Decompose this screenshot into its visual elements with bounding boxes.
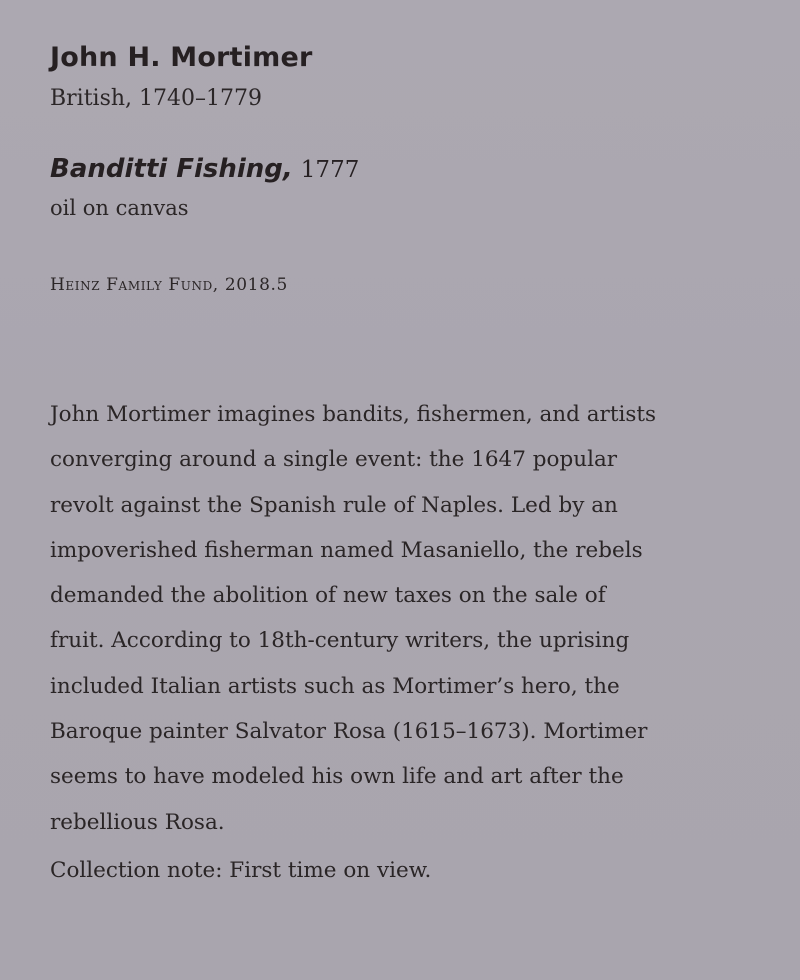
description-line: seems to have modeled his own life and art after the [50,764,624,790]
description-line: fruit. According to 18th-century writers, the uprising [50,628,630,654]
artwork-title: Banditti Fishing, [50,154,293,184]
description-line: included Italian artists such as Mortimer’s hero, the [50,673,620,699]
artwork-medium: oil on canvas [50,196,189,220]
description-line: John Mortimer imagines bandits, fishermen, and artists [50,402,657,427]
artist-name: John H. Mortimer [50,42,313,73]
description-line: impoverished fisherman named Masaniello, the rebels [50,537,643,563]
description-line: rebellious Rosa. [50,809,225,835]
artist-nationality-dates: British, 1740–1779 [50,86,263,111]
collection-note: Collection note: First time on view. [50,858,432,883]
description-line: revolt against the Spanish rule of Naples. Led by an [50,492,618,518]
description-text [50,392,770,845]
credit-line: Heinz Family Fund, 2018.5 [50,275,288,295]
description-line: Baroque painter Salvator Rosa (1615–1673). Mortimer [50,719,648,745]
artwork-title-line [50,154,359,184]
description-line: converging around a single event: the 1647 popular [50,447,618,473]
artwork-year: 1777 [300,157,360,183]
description-line: demanded the abolition of new taxes on the sale of [50,583,606,609]
